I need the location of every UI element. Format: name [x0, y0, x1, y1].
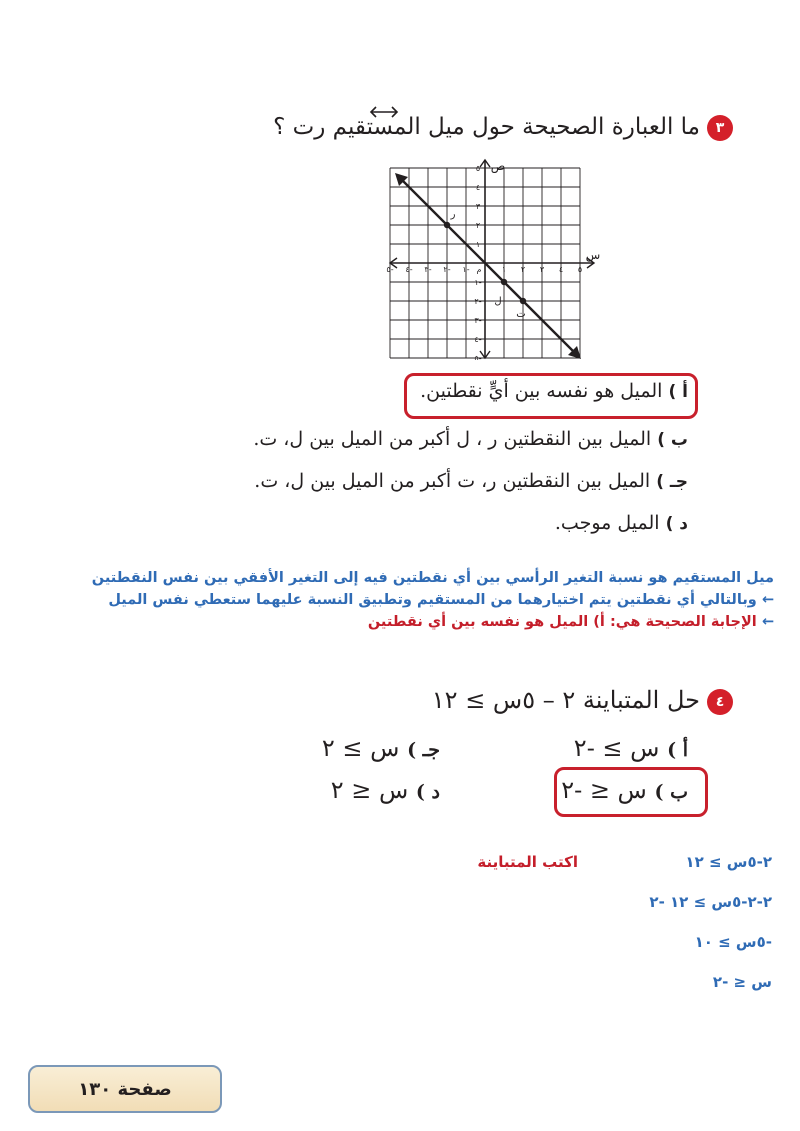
y-tick-label: ٢ [475, 221, 481, 230]
q4-option-d[interactable] [331, 776, 440, 804]
y-tick-label: ٥ [475, 164, 481, 173]
q3-option-c[interactable] [254, 470, 688, 492]
q4-option-c[interactable] [322, 734, 440, 762]
solution-step-2: ٢-٢-٥س ≥ ١٢ -٢ [649, 893, 772, 911]
arrow-left-icon: ← [761, 614, 774, 630]
q3-option-d-text: الميل موجب. [554, 512, 660, 534]
q4-option-c-text: س ≥ ٢ [321, 734, 400, 762]
q3-option-c-text: الميل بين النقطتين ر، ت أكبر من الميل بين ل، ت. [254, 470, 651, 492]
q3-option-b-text: الميل بين النقطتين ر ، ل أكبر من الميل بين ل، ت. [253, 428, 652, 450]
question-3-text: ما العبارة الصحيحة حول ميل المستقيم رت ؟ [273, 114, 700, 140]
solution-step-4: س ≤ -٢ [712, 973, 772, 991]
q4-option-b[interactable] [561, 776, 688, 804]
x-tick-label: ٤- [405, 265, 413, 274]
y-tick-label: ٢- [474, 297, 482, 306]
axis-x-label: س [585, 248, 600, 262]
solution-step-3: -٥س ≥ ١٠ [694, 933, 772, 951]
x-tick-label: ٢- [443, 265, 451, 274]
point-l [501, 279, 507, 285]
question-4-number: ٤ [707, 689, 733, 715]
q4-option-b-text: س ≤ -٢ [561, 776, 647, 804]
point-r [444, 222, 450, 228]
q4-option-a-label: أ ) [667, 739, 688, 761]
q4-option-d-label: د ) [415, 781, 440, 803]
q3-option-a[interactable] [420, 380, 688, 402]
y-tick-label: ٣- [474, 316, 482, 325]
point-l-label: ل [494, 296, 502, 307]
page-number-badge: صفحة ١٣٠ [28, 1065, 222, 1113]
question-4-text: حل المتباينة ٢ – ٥س ≥ ١٢ [431, 686, 700, 714]
x-tick-label: ١- [462, 265, 470, 274]
q3-option-b[interactable] [253, 428, 688, 450]
q4-option-c-label: جـ ) [407, 739, 440, 761]
arrow-left-icon: ← [761, 592, 774, 608]
y-tick-label: ١- [474, 278, 482, 287]
q3-option-d-label: د ) [665, 514, 688, 534]
q3-option-d[interactable] [555, 512, 688, 534]
y-tick-label: ٤ [475, 183, 481, 192]
axis-y-label: ص [490, 159, 506, 173]
q3-option-a-text: الميل هو نفسه بين أيٍّ نقطتين. [420, 380, 663, 402]
q4-option-a[interactable] [574, 734, 688, 762]
point-t-label: ت [516, 309, 526, 320]
x-tick-label: ٥ [577, 265, 583, 274]
q3-option-b-label: ب ) [657, 430, 688, 450]
y-tick-label: ٤- [474, 335, 482, 344]
x-tick-label: ٢ [520, 265, 526, 274]
x-tick-label: ٣- [424, 265, 432, 274]
solution-step-1-note: اكتب المتباينة [477, 853, 578, 871]
y-tick-label: ٣ [475, 202, 481, 211]
solution-step-1: ٢-٥س ≥ ١٢ [685, 853, 772, 871]
y-tick-label: ١ [475, 240, 481, 249]
x-tick-label: ٥- [386, 265, 394, 274]
q3-explanation-line-1: ميل المستقيم هو نسبة التغير الرأسي بين أي نقطتين فيه إلى التغير الأفقي بين نفس النقطتين [91, 570, 774, 586]
point-r-label: ر [450, 209, 456, 220]
q4-option-d-text: س ≤ ٢ [330, 776, 409, 804]
q3-explanation-answer: ← الإجابة الصحيحة هي: أ) الميل هو نفسه بين أي نقطتين [367, 614, 774, 630]
q3-option-c-label: جـ ) [656, 472, 688, 492]
q3-explanation-line-2: ← وبالتالي أي نقطتين يتم اختيارهما من المستقيم وتطبيق النسبة عليهما ستعطي نفس الميل [108, 592, 774, 608]
x-tick-label: ٤ [558, 265, 564, 274]
x-tick-label: ١ [501, 265, 507, 274]
point-t [520, 298, 526, 304]
coordinate-graph [386, 158, 600, 360]
line-notation-arrow-icon [368, 106, 400, 118]
question-3-number: ٣ [707, 115, 733, 141]
x-tick-label: ٣ [539, 265, 545, 274]
y-tick-label: ٥- [474, 354, 482, 360]
q4-option-b-label: ب ) [654, 781, 688, 803]
q4-option-a-text: س ≥ -٢ [573, 734, 660, 762]
origin-label: م [476, 265, 482, 274]
q3-option-a-label: أ ) [668, 382, 688, 402]
